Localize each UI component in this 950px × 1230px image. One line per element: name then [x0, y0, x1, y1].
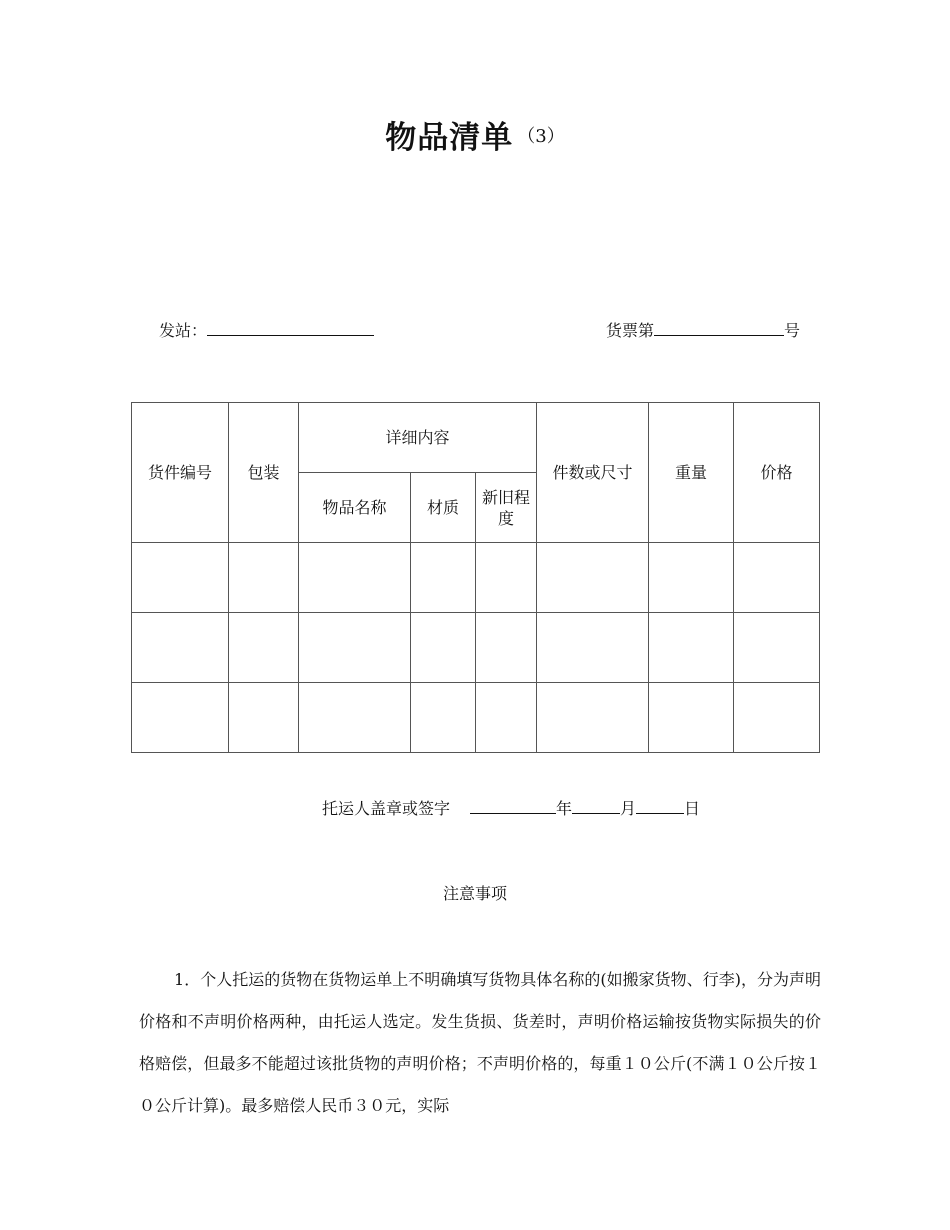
header-material: 材质: [411, 473, 476, 543]
year-blank[interactable]: [470, 797, 556, 814]
table-cell[interactable]: [734, 683, 820, 753]
header-item-name: 物品名称: [299, 473, 411, 543]
table-cell[interactable]: [411, 543, 476, 613]
table-row: [132, 613, 820, 683]
notice-title: 注意事项: [442, 884, 507, 903]
table-cell[interactable]: [411, 683, 476, 753]
signature-line: [322, 797, 700, 820]
page-title: [0, 112, 950, 157]
waybill-suffix: 号: [784, 321, 801, 340]
table-cell[interactable]: [649, 543, 734, 613]
waybill-prefix: 货票第: [606, 321, 655, 340]
title-main: 物品清单: [385, 120, 514, 156]
departure-station-field: [159, 319, 374, 342]
table-cell[interactable]: [132, 683, 229, 753]
table-cell[interactable]: [229, 683, 299, 753]
day-label: 日: [684, 799, 701, 818]
signature-label: 托运人盖章或签字: [322, 799, 451, 818]
waybill-number-blank[interactable]: [654, 319, 784, 336]
table-cell[interactable]: [734, 543, 820, 613]
notice-paragraph-1: 1．个人托运的货物在货物运单上不明确填写货物具体名称的(如搬家货物、行李)，分为声明价格和不声明价格两种，由托运人选定。发生货损、货差时，声明价格运输按货物实际损失的价格赔偿，但最多不能超过该批货物的声明价格；不声明价格的，每重１０公斤(不满１０公斤按１０公斤计算)。最多赔偿人民币３０元，实际: [139, 970, 821, 1115]
header-packing: 包装: [229, 403, 299, 543]
table-cell[interactable]: [476, 683, 537, 753]
table-cell[interactable]: [132, 543, 229, 613]
year-label: 年: [556, 799, 573, 818]
waybill-number-field: [606, 319, 800, 342]
day-blank[interactable]: [636, 797, 684, 814]
table-row: [132, 683, 820, 753]
month-label: 月: [620, 799, 637, 818]
table-header-row: [132, 403, 820, 473]
table-cell[interactable]: [537, 543, 649, 613]
table-cell[interactable]: [132, 613, 229, 683]
table-cell[interactable]: [411, 613, 476, 683]
table-cell[interactable]: [649, 613, 734, 683]
table-cell[interactable]: [537, 683, 649, 753]
table-cell[interactable]: [299, 613, 411, 683]
departure-station-blank[interactable]: [207, 319, 374, 336]
table-cell[interactable]: [476, 543, 537, 613]
table-cell[interactable]: [734, 613, 820, 683]
table-cell[interactable]: [229, 543, 299, 613]
table-cell[interactable]: [537, 613, 649, 683]
header-cargo-no: 货件编号: [132, 403, 229, 543]
header-detail: 详细内容: [299, 403, 537, 473]
header-price: 价格: [734, 403, 820, 543]
title-sub: （3）: [517, 125, 565, 147]
header-weight: 重量: [649, 403, 734, 543]
header-condition: 新旧程度: [476, 473, 537, 543]
table-row: [132, 543, 820, 613]
month-blank[interactable]: [572, 797, 620, 814]
header-quantity-size: 件数或尺寸: [537, 403, 649, 543]
table-cell[interactable]: [476, 613, 537, 683]
table-cell[interactable]: [649, 683, 734, 753]
item-list-table: [131, 402, 820, 753]
table-cell[interactable]: [299, 683, 411, 753]
table-cell[interactable]: [229, 613, 299, 683]
departure-station-label: 发站：: [159, 321, 208, 340]
table-cell[interactable]: [299, 543, 411, 613]
